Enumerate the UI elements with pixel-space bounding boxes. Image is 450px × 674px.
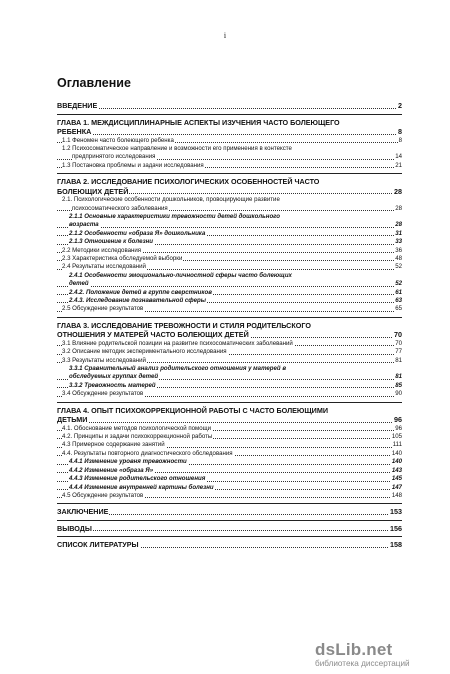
toc-entry-page: 21 bbox=[395, 161, 402, 169]
toc-entry-title: 1.1 Феномен часто болеющего ребенка bbox=[62, 136, 174, 144]
toc-entry-page: 147 bbox=[391, 483, 402, 491]
toc-entry-title: ГЛАВА 4. ОПЫТ ПСИХОКОРРЕКЦИОННОЙ РАБОТЫ С ЧАСТО БОЛЕЮЩИМИ bbox=[57, 405, 328, 415]
toc-entry-page: 96 bbox=[394, 415, 402, 425]
toc-entry[interactable] bbox=[57, 348, 402, 356]
toc-entry[interactable] bbox=[57, 263, 402, 271]
toc-entry-title: возраста bbox=[69, 221, 99, 229]
toc-entry[interactable] bbox=[57, 415, 402, 425]
toc-entry[interactable] bbox=[57, 484, 402, 492]
toc-entry-page: 140 bbox=[391, 458, 402, 466]
toc-entry-page: 90 bbox=[395, 390, 402, 398]
toc-entry-title: ГЛАВА 2. ИССЛЕДОВАНИЕ ПСИХОЛОГИЧЕСКИХ ОСОБЕННОСТЕЙ ЧАСТО bbox=[57, 177, 320, 187]
toc-entry-title: 2.3 Характеристика обследуемой выборки bbox=[62, 254, 183, 262]
toc-entry-title: 2.4 Результаты исследований bbox=[62, 263, 146, 271]
toc-entry-page: 148 bbox=[391, 491, 402, 499]
toc-entry-title: 4.4.2 Изменение «образа Я» bbox=[69, 466, 154, 474]
toc-entry-title: 4.4. Результаты повторного диагностического обследования bbox=[62, 449, 233, 457]
toc-entry[interactable] bbox=[57, 390, 402, 398]
toc-entry-page: 70 bbox=[395, 339, 402, 347]
toc-entry-title: 3.3.2 Тревожность матерей bbox=[69, 381, 156, 389]
toc-entry-page: 153 bbox=[390, 507, 402, 517]
toc-entry-title: СПИСОК ЛИТЕРАТУРЫ bbox=[57, 540, 139, 550]
watermark-logo: dsLib.net bbox=[315, 640, 393, 659]
toc-entry[interactable] bbox=[57, 305, 402, 313]
toc-entry-page: 156 bbox=[390, 523, 402, 533]
toc-entry[interactable] bbox=[57, 289, 402, 297]
toc-entry-title: 4.3 Примерное содержание занятий bbox=[62, 441, 165, 449]
toc-entry[interactable] bbox=[57, 101, 402, 111]
toc-entry-page: 77 bbox=[395, 348, 402, 356]
toc-entry[interactable] bbox=[57, 458, 402, 466]
toc-entry[interactable] bbox=[57, 162, 402, 170]
toc-entry[interactable] bbox=[57, 507, 402, 517]
toc-entry-title: 3.3.1 Сравнительный анализ родительского отношения у матерей в bbox=[69, 365, 287, 373]
toc-entry-page: 61 bbox=[395, 288, 402, 296]
toc-entry-page: 14 bbox=[395, 153, 402, 161]
toc-entry[interactable] bbox=[57, 340, 402, 348]
toc-entry-title: 3.3 Результаты исследований bbox=[62, 356, 146, 364]
toc-entry-title: детей bbox=[69, 280, 89, 288]
toc-entry-page: 63 bbox=[395, 297, 402, 304]
toc-entry-title: 1.3 Постановка проблемы и задачи исследования bbox=[62, 161, 204, 169]
toc-entry-page: 105 bbox=[391, 433, 402, 441]
toc-entry[interactable] bbox=[57, 475, 402, 483]
toc-entry[interactable] bbox=[57, 382, 402, 390]
toc-entry-line bbox=[57, 177, 402, 187]
toc-entry-title: 4.5 Обсуждение результатов bbox=[62, 491, 144, 499]
toc-entry-title: 2.4.1 Особенности эмоционально-личностной сферы часто болеющих bbox=[69, 271, 292, 279]
toc-entry-title: 2.2 Методики исследования bbox=[62, 246, 142, 254]
toc-entry[interactable] bbox=[57, 153, 402, 161]
toc-entry-page: 111 bbox=[392, 441, 402, 449]
toc-entry-page: 81 bbox=[395, 356, 402, 364]
toc-entry[interactable] bbox=[57, 280, 402, 288]
toc-entry[interactable] bbox=[57, 492, 402, 500]
toc-entry[interactable] bbox=[57, 205, 402, 213]
toc-entry[interactable] bbox=[57, 137, 402, 145]
toc-entry-line bbox=[57, 118, 402, 128]
toc-entry-page: 158 bbox=[390, 540, 402, 550]
toc-entry[interactable] bbox=[57, 330, 402, 340]
section-divider bbox=[57, 402, 402, 403]
watermark-subtitle: библиотека диссертаций bbox=[315, 659, 410, 668]
toc-entry-title: 4.4.3 Изменение родительского отношения bbox=[69, 475, 206, 483]
toc-entry-title: ЗАКЛЮЧЕНИЕ bbox=[57, 507, 109, 517]
toc-entry-title: 2.4.2. Положение детей в группе сверстников bbox=[69, 288, 212, 296]
toc-entry[interactable] bbox=[57, 467, 402, 475]
toc-entry-title: 3.2 Описание методик экспериментального исследования bbox=[62, 348, 227, 356]
section-divider bbox=[57, 520, 402, 521]
toc-entry[interactable] bbox=[57, 221, 402, 229]
toc-entry-line bbox=[57, 213, 402, 221]
toc-entry-page: 52 bbox=[395, 280, 402, 288]
toc-entry-page: 70 bbox=[394, 330, 402, 340]
toc-entry-title: ОТНОШЕНИЯ У МАТЕРЕЙ ЧАСТО БОЛЕЮЩИХ ДЕТЕЙ bbox=[57, 330, 249, 340]
toc-entry-title: ВЫВОДЫ bbox=[57, 523, 92, 533]
toc-entry-title: предпринятого исследования bbox=[72, 153, 156, 161]
toc-entry-title: БОЛЕЮЩИХ ДЕТЕЙ bbox=[57, 186, 129, 196]
toc-entry-title: 4.2. Принципы и задачи психокоррекционной работы bbox=[62, 433, 213, 441]
toc-entry-title: обследуемых группах детей bbox=[69, 373, 159, 381]
toc-entry-page: 28 bbox=[395, 204, 402, 212]
toc-entry[interactable] bbox=[57, 524, 402, 534]
toc-entry[interactable] bbox=[57, 441, 402, 449]
toc-entry-title: 4.1. Обоснование методов психологической помощи bbox=[62, 424, 212, 432]
toc-entry[interactable] bbox=[57, 425, 402, 433]
toc-entry-page: 33 bbox=[395, 238, 402, 246]
toc-entry-title: 2.4.3. Исследование познавательной сферы bbox=[69, 297, 206, 304]
toc-entry-page: 28 bbox=[394, 186, 402, 196]
document-title: Оглавление bbox=[57, 76, 131, 90]
toc-entry-page: 85 bbox=[395, 381, 402, 389]
toc-entry-title: 2.5 Обсуждение результатов bbox=[62, 305, 144, 313]
toc-entry[interactable] bbox=[57, 297, 402, 305]
toc-entry-line bbox=[57, 196, 402, 204]
toc-entry-title: ВВЕДЕНИЕ bbox=[57, 101, 98, 110]
toc-entry[interactable] bbox=[57, 540, 402, 550]
toc-entry-title: 2.1. Психологические особенности дошкольников, провоцирующие развитие bbox=[62, 196, 280, 204]
toc-entry-page: 48 bbox=[395, 254, 402, 262]
toc-entry-page: 28 bbox=[395, 221, 402, 229]
section-divider bbox=[57, 536, 402, 537]
toc-entry-title: 2.1.3 Отношение к болезни bbox=[69, 238, 153, 246]
toc-entry-page: 36 bbox=[395, 246, 402, 254]
toc-entry-page: 96 bbox=[395, 424, 402, 432]
toc-entry-title: ДЕТЬМИ bbox=[57, 415, 88, 425]
toc-entry-title: 1.2 Психосоматическое направление и возможности его применения в контексте bbox=[62, 144, 292, 152]
section-divider bbox=[57, 503, 402, 504]
toc-entry-title: 2.1.2 Особенности «образа Я» дошкольника bbox=[69, 229, 206, 237]
toc-entry[interactable] bbox=[57, 127, 402, 137]
toc-entry-title: ГЛАВА 3. ИССЛЕДОВАНИЕ ТРЕВОЖНОСТИ И СТИЛЯ РОДИТЕЛЬСКОГО bbox=[57, 320, 311, 330]
toc-entry-line bbox=[57, 406, 402, 416]
table-of-contents bbox=[57, 101, 402, 550]
toc-entry-line bbox=[57, 272, 402, 280]
toc-entry-title: 3.1 Влияние родительской позиции на развитие психосоматических заболеваний bbox=[62, 339, 293, 347]
toc-entry-title: психосоматического заболевания bbox=[72, 204, 168, 212]
toc-entry[interactable] bbox=[57, 373, 402, 381]
toc-entry-line bbox=[57, 145, 402, 153]
toc-entry[interactable] bbox=[57, 433, 402, 441]
toc-entry-page: 65 bbox=[395, 305, 402, 313]
toc-entry-title: 2.1.1 Основные характеристики тревожности детей дошкольного bbox=[69, 212, 280, 220]
section-divider bbox=[57, 173, 402, 174]
toc-entry[interactable] bbox=[57, 187, 402, 197]
toc-entry-title: ГЛАВА 1. МЕЖДИСЦИПЛИНАРНЫЕ АСПЕКТЫ ИЗУЧЕНИЯ ЧАСТО БОЛЕЮЩЕГО bbox=[57, 117, 340, 127]
toc-entry-line bbox=[57, 365, 402, 373]
toc-entry-title: 3.4 Обсуждение результатов bbox=[62, 390, 144, 398]
toc-entry-page: 140 bbox=[391, 449, 402, 457]
toc-entry[interactable] bbox=[57, 450, 402, 458]
toc-entry-page: 145 bbox=[391, 475, 402, 483]
watermark bbox=[315, 640, 410, 668]
toc-entry-page: 81 bbox=[395, 373, 402, 381]
toc-entry-title: 4.4.4 Изменение внутренней картины болезни bbox=[69, 483, 214, 491]
toc-entry-page: 2 bbox=[398, 101, 402, 110]
toc-entry[interactable] bbox=[57, 255, 402, 263]
toc-entry-page: 8 bbox=[398, 127, 402, 136]
toc-entry[interactable] bbox=[57, 238, 402, 246]
toc-entry-page: 8 bbox=[398, 136, 402, 144]
toc-entry-title: 4.4.1 Изменение уровня тревожности bbox=[69, 458, 187, 466]
page-number: i bbox=[223, 31, 227, 40]
toc-entry[interactable] bbox=[57, 247, 402, 255]
toc-entry[interactable] bbox=[57, 357, 402, 365]
section-divider bbox=[57, 317, 402, 318]
toc-entry[interactable] bbox=[57, 230, 402, 238]
section-divider bbox=[57, 114, 402, 115]
toc-entry-page: 31 bbox=[395, 229, 402, 237]
toc-entry-page: 52 bbox=[395, 263, 402, 271]
toc-entry-title: РЕБЕНКА bbox=[57, 127, 92, 136]
toc-entry-page: 143 bbox=[391, 466, 402, 474]
toc-entry-line bbox=[57, 321, 402, 331]
